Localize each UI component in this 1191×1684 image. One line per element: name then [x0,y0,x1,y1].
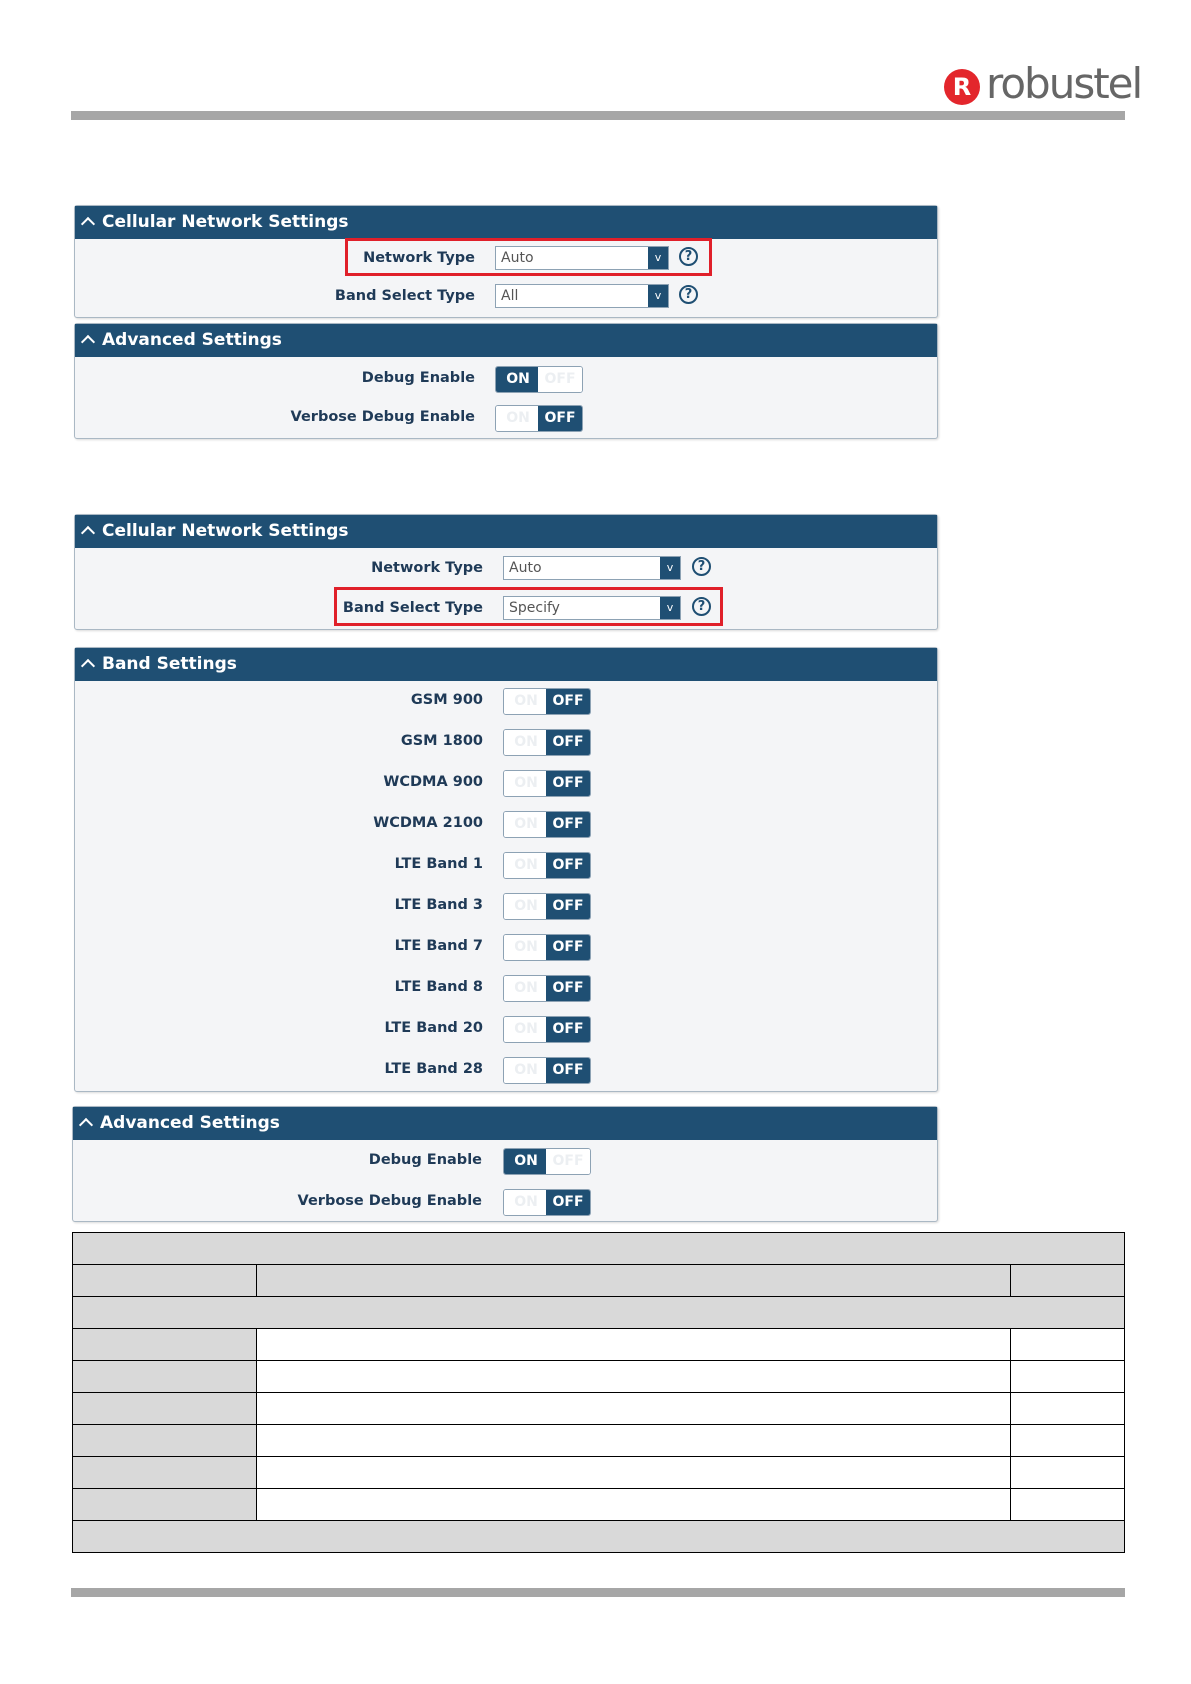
toggle-off: OFF [546,812,590,837]
help-icon[interactable]: ? [679,285,698,304]
toggle-on: ON [504,935,548,960]
table-cell [73,1297,1125,1329]
verbose-debug-enable-toggle[interactable] [495,405,583,432]
table-title-row [73,1233,1125,1265]
band-label: LTE Band 28 [384,1061,483,1077]
table-row [73,1361,1125,1393]
toggle-off: OFF [546,1149,590,1174]
network-type-select[interactable] [503,556,681,580]
toggle-off: OFF [546,689,590,714]
table-header-row [73,1265,1125,1297]
chevron-down-icon: v [660,597,680,619]
chevron-up-icon [81,526,95,540]
table-cell [257,1361,1011,1393]
help-icon[interactable]: ? [692,597,711,616]
chevron-down-icon: v [648,247,668,269]
band-label: LTE Band 3 [394,897,483,913]
toggle-off: OFF [546,771,590,796]
panel-title: Advanced Settings [100,1113,280,1133]
band-select-type-label: Band Select Type [342,600,483,616]
band-label: GSM 900 [410,692,483,708]
toggle-on: ON [504,771,548,796]
table-row [73,1329,1125,1361]
verbose-debug-enable-row [75,401,937,433]
chevron-up-icon [81,335,95,349]
fig1-advanced-panel [74,323,938,439]
toggle-on: ON [504,730,548,755]
toggle-on: ON [496,367,540,392]
table-cell [73,1393,257,1425]
debug-enable-row [73,1144,937,1176]
toggle-off: OFF [546,894,590,919]
band-label: WCDMA 900 [383,774,483,790]
band-row [75,971,937,1003]
table-cell [257,1265,1011,1297]
band-row [75,807,937,839]
table-cell [257,1393,1011,1425]
verbose-debug-enable-label: Verbose Debug Enable [290,409,475,425]
help-icon[interactable]: ? [679,247,698,266]
verbose-debug-enable-toggle[interactable] [503,1189,591,1216]
band-toggle[interactable] [503,975,591,1002]
table-cell [257,1489,1011,1521]
table-cell [1011,1393,1125,1425]
toggle-on: ON [504,1017,548,1042]
table-cell [73,1457,257,1489]
table-cell [73,1489,257,1521]
toggle-on: ON [504,853,548,878]
table-cell [73,1425,257,1457]
table-cell [257,1329,1011,1361]
chevron-up-icon [79,1118,93,1132]
table-section-row [73,1297,1125,1329]
verbose-debug-enable-row [73,1185,937,1217]
toggle-on: ON [504,812,548,837]
debug-enable-label: Debug Enable [368,1152,482,1168]
band-toggle[interactable] [503,729,591,756]
band-select-type-value: Specify [509,600,560,616]
highlight-box [345,238,712,276]
table-row [73,1489,1125,1521]
logo-badge-icon: R [944,69,980,105]
footer-rule [71,1588,1125,1597]
help-icon[interactable]: ? [692,557,711,576]
network-type-row [75,552,937,584]
toggle-on: ON [504,1149,548,1174]
toggle-on: ON [496,406,540,431]
fig2-band-panel [74,647,938,1092]
toggle-on: ON [504,1190,548,1215]
band-toggle[interactable] [503,1016,591,1043]
fig1-advanced-header[interactable] [75,324,937,357]
table-cell [73,1361,257,1393]
fig2-advanced-header[interactable] [73,1107,937,1140]
network-type-value: Auto [501,250,534,266]
table-cell [1011,1361,1125,1393]
table-cell [1011,1425,1125,1457]
robustel-logo [944,59,1142,110]
band-label: LTE Band 7 [394,938,483,954]
toggle-on: ON [504,689,548,714]
table-cell [73,1265,257,1297]
toggle-on: ON [504,894,548,919]
toggle-off: OFF [546,1058,590,1083]
table-row [73,1393,1125,1425]
toggle-off: OFF [538,406,582,431]
band-row [75,1053,937,1085]
debug-enable-toggle[interactable] [495,366,583,393]
chevron-down-icon: v [648,285,668,307]
band-toggle[interactable] [503,852,591,879]
band-toggle[interactable] [503,811,591,838]
toggle-off: OFF [538,367,582,392]
toggle-off: OFF [546,853,590,878]
band-row [75,930,937,962]
network-type-label: Network Type [363,250,475,266]
debug-enable-toggle[interactable] [503,1148,591,1175]
band-row [75,725,937,757]
logo-wordmark: robustel [986,59,1142,108]
table-cell [73,1233,1125,1265]
band-toggle[interactable] [503,893,591,920]
table-cell [1011,1329,1125,1361]
band-select-type-select[interactable] [495,284,669,308]
debug-enable-label: Debug Enable [361,370,475,386]
panel-title: Band Settings [102,654,237,674]
band-row [75,848,937,880]
band-select-type-row [75,280,937,312]
fig1-cellular-header[interactable] [75,206,937,239]
fig2-cellular-header[interactable] [75,515,937,548]
band-label: LTE Band 8 [394,979,483,995]
panel-title: Cellular Network Settings [102,212,349,232]
band-row [75,1012,937,1044]
band-row [75,684,937,716]
highlight-box [334,587,723,626]
chevron-up-icon [81,659,95,673]
table-cell [73,1521,1125,1553]
band-toggle[interactable] [503,1057,591,1084]
band-label: GSM 1800 [400,733,483,749]
panel-title: Advanced Settings [102,330,282,350]
band-toggle[interactable] [503,770,591,797]
parameter-table [72,1232,1125,1553]
table-cell [73,1329,257,1361]
toggle-off: OFF [546,976,590,1001]
table-cell [1011,1265,1125,1297]
table-cell [1011,1457,1125,1489]
table-cell [257,1457,1011,1489]
table-cell [257,1425,1011,1457]
header-rule [71,111,1125,120]
panel-title: Cellular Network Settings [102,521,349,541]
toggle-off: OFF [546,935,590,960]
band-settings-header[interactable] [75,648,937,681]
band-select-type-label: Band Select Type [334,288,475,304]
band-toggle[interactable] [503,934,591,961]
toggle-on: ON [504,976,548,1001]
band-label: LTE Band 1 [394,856,483,872]
table-row [73,1425,1125,1457]
band-select-type-value: All [501,288,519,304]
toggle-off: OFF [546,1017,590,1042]
chevron-down-icon: v [660,557,680,579]
network-type-value: Auto [509,560,542,576]
band-label: LTE Band 20 [384,1020,483,1036]
table-row [73,1457,1125,1489]
table-cell [1011,1489,1125,1521]
debug-enable-row [75,362,937,394]
verbose-debug-enable-label: Verbose Debug Enable [297,1193,482,1209]
network-type-label: Network Type [371,560,483,576]
chevron-up-icon [81,217,95,231]
toggle-off: OFF [546,730,590,755]
toggle-on: ON [504,1058,548,1083]
toggle-off: OFF [546,1190,590,1215]
table-footer-row [73,1521,1125,1553]
band-row [75,766,937,798]
band-label: WCDMA 2100 [373,815,483,831]
band-toggle[interactable] [503,688,591,715]
band-row [75,889,937,921]
fig2-advanced-panel [72,1106,938,1222]
